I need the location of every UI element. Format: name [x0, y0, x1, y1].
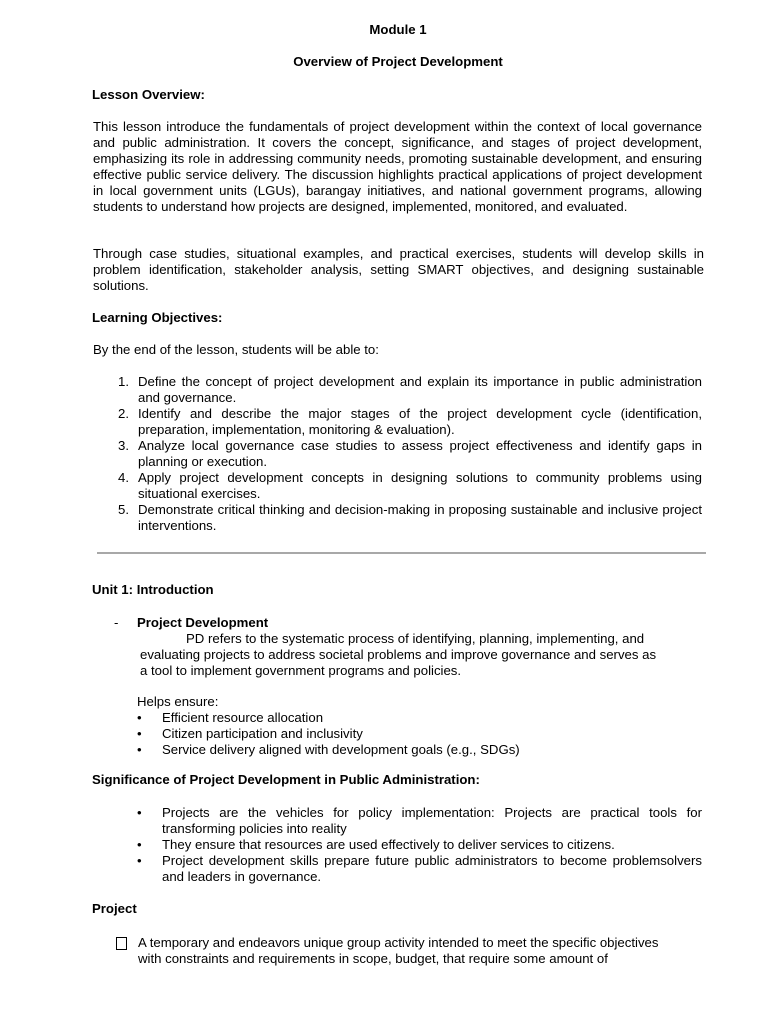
bullet-icon: • — [137, 853, 142, 868]
bullet-icon: • — [137, 726, 142, 741]
helps-bullet-item: Efficient resource allocation — [162, 710, 324, 725]
significance-bullet-item: They ensure that resources are used effectively to deliver services to citizens. — [162, 837, 615, 852]
bullet-icon: • — [137, 710, 142, 725]
objective-number: 5. — [118, 502, 129, 517]
lesson-overview-paragraph-1: This lesson introduce the fundamentals of project development within the context of local governance and public administration. It covers the concept, significance, and stages of project development, emphasizing its role in addressing community needs, promoting sustainable development, and ensuring effective public service delivery. The discussion highlights practical applications of project development in local government units (LGUs), barangay initiatives, and national government programs, allowing students to understand how projects are designed, implemented, monitored, and evaluated. — [93, 119, 702, 214]
square-bullet-icon — [116, 937, 127, 950]
bullet-icon: • — [137, 837, 142, 852]
helps-bullet-item: Citizen participation and inclusivity — [162, 726, 363, 741]
module-label: Module 1 — [369, 22, 427, 37]
page-title: Overview of Project Development — [293, 54, 503, 69]
significance-bullet-item: Projects are the vehicles for policy implementation: Projects are practical tools for transforming policies into reality — [162, 805, 702, 836]
pd-definition-line1: PD refers to the systematic process of identifying, planning, implementing, and — [186, 631, 645, 646]
objective-number: 2. — [118, 406, 129, 421]
significance-heading: Significance of Project Development in Public Administration: — [92, 772, 480, 787]
project-development-title: Project Development — [137, 615, 269, 630]
project-definition-line1: A temporary and endeavors unique group activity intended to meet the specific objectives — [138, 935, 659, 950]
bullet-icon: • — [137, 742, 142, 757]
unit1-heading: Unit 1: Introduction — [92, 582, 214, 597]
pd-definition-line2: evaluating projects to address societal problems and improve governance and serves as — [140, 647, 657, 662]
helps-bullet-item: Service delivery aligned with development goals (e.g., SDGs) — [162, 742, 520, 757]
objective-item: Analyze local governance case studies to assess project effectiveness and identify gaps in planning or execution. — [138, 438, 702, 469]
objective-number: 3. — [118, 438, 129, 453]
objective-item: Demonstrate critical thinking and decision-making in proposing sustainable and inclusive project interventions. — [138, 502, 702, 533]
section-divider — [97, 552, 706, 554]
objective-item: Identify and describe the major stages of the project development cycle (identification, preparation, implementation, monitoring & evaluation). — [138, 406, 702, 437]
lesson-overview-paragraph-2: Through case studies, situational examples, and practical exercises, students will develop skills in problem identification, stakeholder analysis, setting SMART objectives, and designing sustainable solutions. — [93, 246, 704, 293]
lesson-overview-heading: Lesson Overview: — [92, 87, 205, 102]
objective-item: Apply project development concepts in designing solutions to community problems using situational exercises. — [138, 470, 702, 501]
objective-number: 4. — [118, 470, 129, 485]
objective-number: 1. — [118, 374, 129, 389]
helps-ensure-label: Helps ensure: — [137, 694, 219, 709]
learning-objectives-heading: Learning Objectives: — [92, 310, 223, 325]
bullet-icon: • — [137, 805, 142, 820]
project-heading: Project — [92, 901, 137, 916]
project-definition-line2: with constraints and requirements in scope, budget, that require some amount of — [138, 951, 608, 966]
dash-marker: - — [114, 615, 119, 630]
learning-objectives-intro: By the end of the lesson, students will be able to: — [93, 342, 379, 357]
significance-bullet-item: Project development skills prepare future public administrators to become problemsolvers and leaders in governance. — [162, 853, 702, 884]
pd-definition-line3: a tool to implement government programs and policies. — [140, 663, 462, 678]
objective-item: Define the concept of project development and explain its importance in public administration and governance. — [138, 374, 702, 405]
